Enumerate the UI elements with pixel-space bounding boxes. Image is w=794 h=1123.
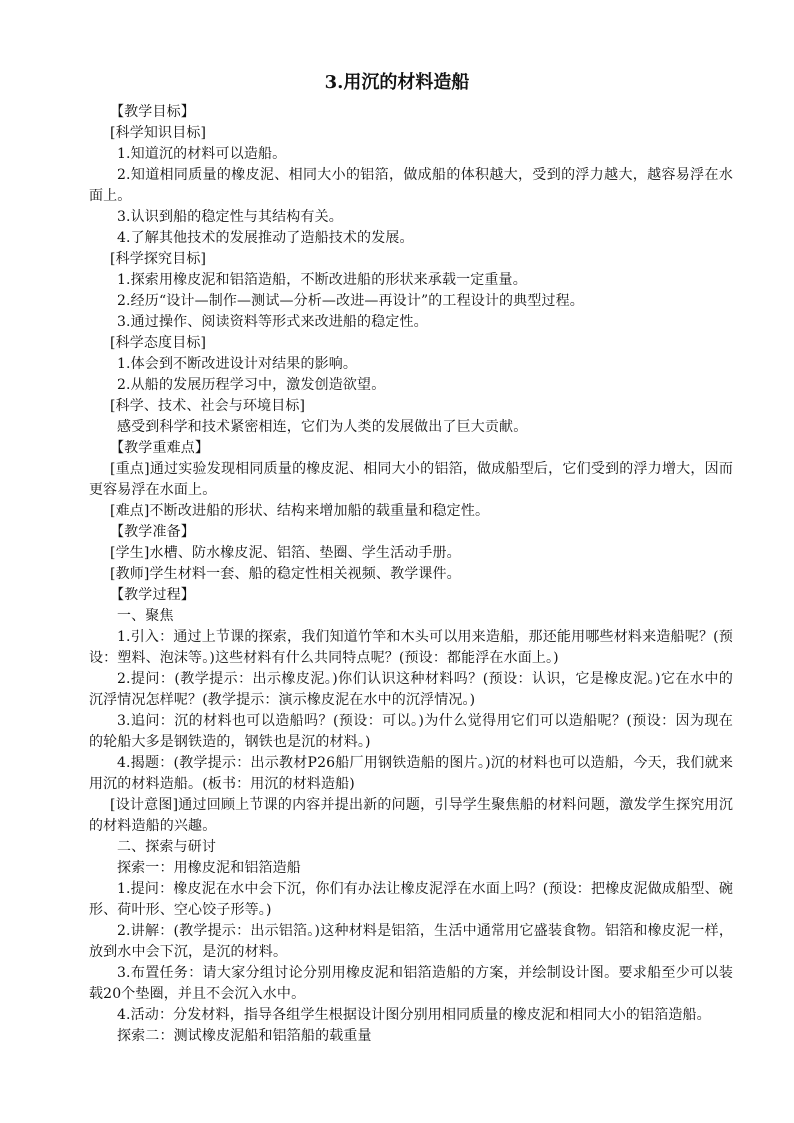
paragraph: 探索一：用橡皮泥和铝箔造船 bbox=[117, 860, 301, 876]
subsection-label: [难点]不断改进船的形状、结构来增加船的载重量和稳定性。 bbox=[110, 503, 490, 519]
paragraph: 3.通过操作、阅读资料等形式来改进船的稳定性。 bbox=[117, 314, 428, 330]
subsection-label: [科学态度目标] bbox=[110, 335, 207, 351]
paragraph: 1.知道沉的材料可以造船。 bbox=[117, 146, 287, 162]
document-title: 3.用沉的材料造船 bbox=[324, 72, 470, 93]
paragraph: 2.讲解：(教学提示：出示铝箔。)这种材料是铝箔，生活中通常用它盛装食物。铝箔和橡皮泥一样，放到水中会下沉，是沉的材料。 bbox=[89, 923, 733, 960]
paragraph: 1.体会到不断改进设计对结果的影响。 bbox=[117, 356, 358, 372]
paragraph: 一、聚焦 bbox=[117, 608, 174, 624]
subsection-label: [科学知识目标] bbox=[110, 125, 207, 141]
paragraph: 感受到科学和技术紧密相连，它们为人类的发展做出了巨大贡献。 bbox=[117, 419, 528, 435]
section-heading: 【教学重难点】 bbox=[110, 440, 210, 456]
section-heading: 【教学准备】 bbox=[110, 524, 195, 540]
paragraph: 1.探索用橡皮泥和铝箔造船，不断改进船的形状来承载一定重量。 bbox=[117, 272, 527, 288]
subsection-label: [学生]水槽、防水橡皮泥、铝箔、垫圈、学生活动手册。 bbox=[110, 545, 461, 561]
subsection-label: [重点]通过实验发现相同质量的橡皮泥、相同大小的铝箔，做成船型后，它们受到的浮力增大，因而更容易浮在水面上。 bbox=[89, 461, 733, 498]
paragraph: 4.活动：分发材料，指导各组学生根据设计图分别用相同质量的橡皮泥和相同大小的铝箔造船。 bbox=[117, 1007, 711, 1023]
paragraph: 1.提问：橡皮泥在水中会下沉，你们有办法让橡皮泥浮在水面上吗？(预设：把橡皮泥做成船型、碗形、荷叶形、空心饺子形等。) bbox=[89, 881, 733, 918]
subsection-label: [科学探究目标] bbox=[110, 251, 207, 267]
paragraph: 2.提问：(教学提示：出示橡皮泥。)你们认识这种材料吗？(预设：认识，它是橡皮泥。)它在水中的沉浮情况怎样呢？(教学提示：演示橡皮泥在水中的沉浮情况。) bbox=[89, 671, 733, 708]
subsection-label: [科学、技术、社会与环境目标] bbox=[110, 398, 306, 414]
paragraph: 二、探索与研讨 bbox=[117, 839, 217, 855]
paragraph: 4.揭题：(教学提示：出示教材P26船厂用钢铁造船的图片。)沉的材料也可以造船，今天，我们就来用沉的材料造船。(板书：用沉的材料造船) bbox=[89, 755, 733, 792]
paragraph: 4.了解其他技术的发展推动了造船技术的发展。 bbox=[117, 230, 414, 246]
paragraph: 3.认识到船的稳定性与其结构有关。 bbox=[117, 209, 343, 225]
paragraph: 1.引入：通过上节课的探索，我们知道竹竿和木头可以用来造船，那还能用哪些材料来造船呢？(预设：塑料、泡沫等。)这些材料有什么共同特点呢？(预设：都能浮在水面上。) bbox=[89, 629, 733, 666]
paragraph: 3.布置任务：请大家分组讨论分别用橡皮泥和铝箔造船的方案，并绘制设计图。要求船至少可以装载20个垫圈，并且不会沉入水中。 bbox=[89, 965, 733, 1002]
paragraph: 2.经历“设计—制作—测试—分析—改进—再设计”的工程设计的典型过程。 bbox=[117, 293, 584, 309]
subsection-label: [设计意图]通过回顾上节课的内容并提出新的问题，引导学生聚焦船的材料问题，激发学生探究用沉的材料造船的兴趣。 bbox=[89, 797, 733, 834]
paragraph: 2.从船的发展历程学习中，激发创造欲望。 bbox=[117, 377, 386, 393]
paragraph: 探索二：测试橡皮泥船和铝箔船的载重量 bbox=[117, 1028, 372, 1044]
subsection-label: [教师]学生材料一套、船的稳定性相关视频、教学课件。 bbox=[110, 566, 461, 582]
section-heading: 【教学过程】 bbox=[110, 587, 195, 603]
document-body bbox=[89, 102, 733, 1047]
section-heading: 【教学目标】 bbox=[110, 104, 195, 120]
paragraph: 2.知道相同质量的橡皮泥、相同大小的铝箔，做成船的体积越大，受到的浮力越大，越容易浮在水面上。 bbox=[89, 167, 733, 204]
paragraph: 3.追问：沉的材料也可以造船吗？(预设：可以。)为什么觉得用它们可以造船呢？(预设：因为现在的轮船大多是钢铁造的，钢铁也是沉的材料。) bbox=[89, 713, 733, 750]
